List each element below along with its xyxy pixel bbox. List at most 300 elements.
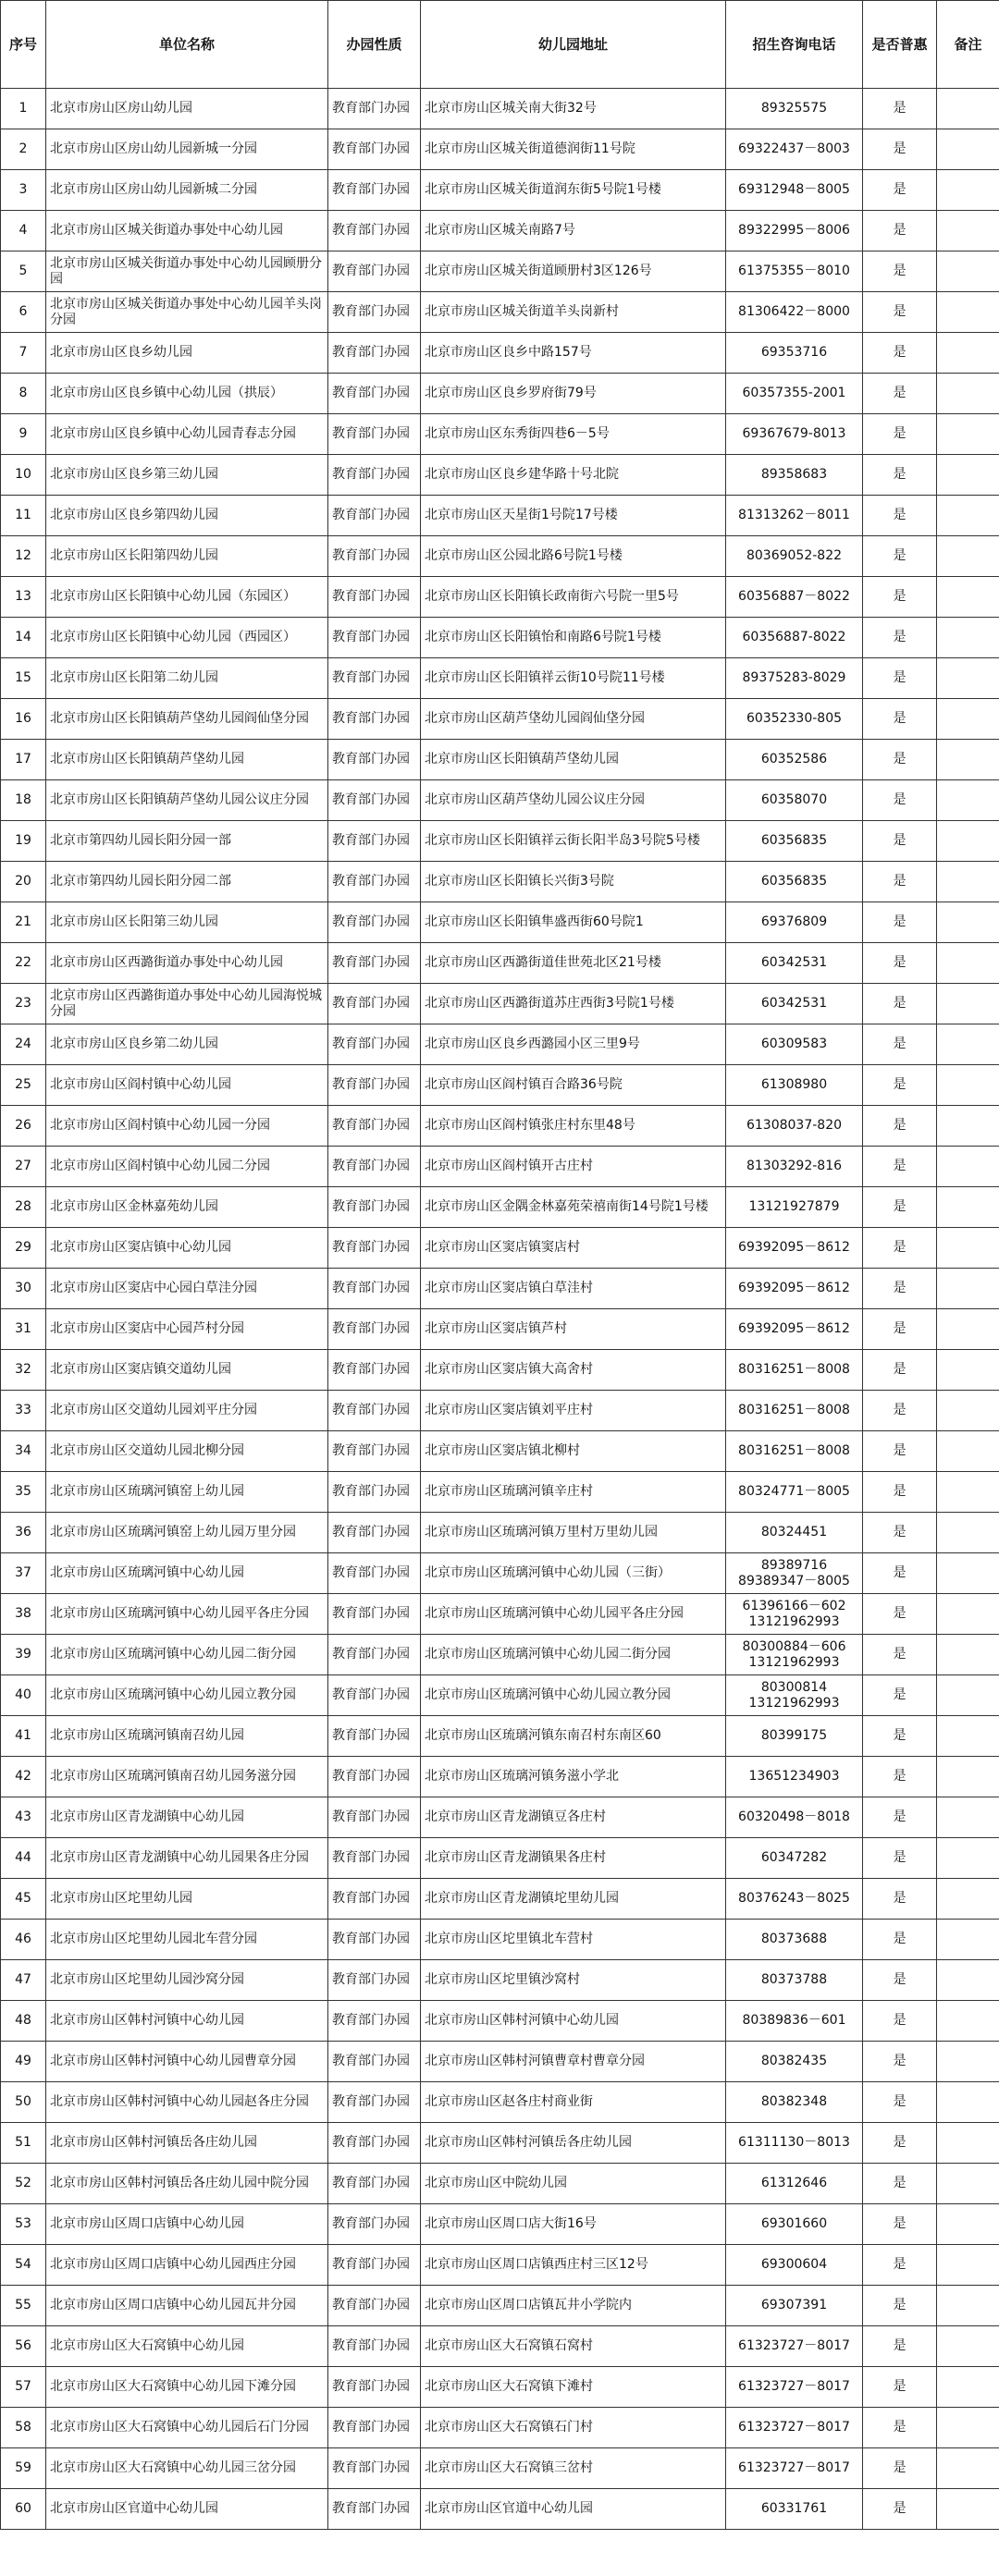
cell-address: 北京市房山区城关南大街32号	[421, 89, 726, 129]
cell-unit-name: 北京市房山区官道中心幼儿园	[46, 2489, 328, 2530]
cell-index: 46	[1, 1920, 46, 1960]
cell-remarks	[937, 658, 999, 699]
table-row	[1, 2042, 999, 2082]
cell-unit-name: 北京市房山区长阳第三幼儿园	[46, 902, 328, 943]
table-row	[1, 2326, 999, 2367]
cell-address: 北京市房山区官道中心幼儿园	[421, 2489, 726, 2530]
cell-unit-name: 北京市房山区琉璃河镇窑上幼儿园	[46, 1472, 328, 1513]
cell-inclusive: 是	[863, 2001, 937, 2042]
cell-remarks	[937, 211, 999, 251]
cell-address: 北京市房山区琉璃河镇东南召村东南区60	[421, 1716, 726, 1757]
cell-unit-name: 北京市房山区琉璃河镇南召幼儿园务滋分园	[46, 1757, 328, 1797]
cell-phone: 60320498－8018	[726, 1797, 863, 1838]
cell-index: 4	[1, 211, 46, 251]
cell-unit-name: 北京市房山区交道幼儿园北柳分园	[46, 1431, 328, 1472]
cell-address: 北京市房山区窦店镇大高舍村	[421, 1350, 726, 1391]
cell-address: 北京市房山区窦店镇窦店村	[421, 1228, 726, 1269]
cell-phone: 80369052-822	[726, 536, 863, 577]
header-nature: 办园性质	[328, 1, 421, 89]
table-row	[1, 2082, 999, 2123]
cell-address: 北京市房山区天星街1号院17号楼	[421, 496, 726, 536]
cell-phone: 61323727－8017	[726, 2367, 863, 2408]
table-row	[1, 658, 999, 699]
cell-index: 12	[1, 536, 46, 577]
table-row	[1, 1797, 999, 1838]
cell-inclusive: 是	[863, 333, 937, 374]
cell-inclusive: 是	[863, 1187, 937, 1228]
cell-remarks	[937, 1635, 999, 1675]
cell-phone: 69353716	[726, 333, 863, 374]
cell-address: 北京市房山区良乡中路157号	[421, 333, 726, 374]
cell-phone: 80382435	[726, 2042, 863, 2082]
cell-inclusive: 是	[863, 699, 937, 740]
cell-inclusive: 是	[863, 2245, 937, 2286]
cell-unit-name: 北京市房山区窦店中心园芦村分园	[46, 1309, 328, 1350]
cell-phone: 60356835	[726, 821, 863, 862]
cell-inclusive: 是	[863, 2286, 937, 2326]
cell-index: 59	[1, 2448, 46, 2489]
table-row	[1, 2204, 999, 2245]
cell-address: 北京市房山区琉璃河镇务滋小学北	[421, 1757, 726, 1797]
table-row	[1, 129, 999, 170]
cell-index: 35	[1, 1472, 46, 1513]
cell-inclusive: 是	[863, 211, 937, 251]
cell-index: 19	[1, 821, 46, 862]
table-row	[1, 984, 999, 1024]
table-row	[1, 374, 999, 414]
cell-address: 北京市房山区公园北路6号院1号楼	[421, 536, 726, 577]
cell-unit-name: 北京市房山区韩村河镇岳各庄幼儿园	[46, 2123, 328, 2164]
table-row	[1, 1553, 999, 1594]
cell-unit-name: 北京市房山区周口店镇中心幼儿园	[46, 2204, 328, 2245]
table-row	[1, 1309, 999, 1350]
table-row	[1, 1431, 999, 1472]
cell-phone: 81303292-816	[726, 1147, 863, 1187]
table-row	[1, 211, 999, 251]
cell-inclusive: 是	[863, 2204, 937, 2245]
cell-address: 北京市房山区韩村河镇曹章村曹章分园	[421, 2042, 726, 2082]
cell-index: 1	[1, 89, 46, 129]
cell-unit-name: 北京市房山区琉璃河镇窑上幼儿园万里分园	[46, 1513, 328, 1553]
cell-unit-name: 北京市房山区青龙湖镇中心幼儿园果各庄分园	[46, 1838, 328, 1879]
cell-address: 北京市房山区青龙湖镇豆各庄村	[421, 1797, 726, 1838]
cell-inclusive: 是	[863, 1513, 937, 1553]
cell-nature: 教育部门办园	[328, 1716, 421, 1757]
cell-address: 北京市房山区城关街道羊头岗新村	[421, 292, 726, 333]
cell-inclusive: 是	[863, 455, 937, 496]
cell-nature: 教育部门办园	[328, 2204, 421, 2245]
cell-remarks	[937, 902, 999, 943]
cell-unit-name: 北京市房山区西潞街道办事处中心幼儿园	[46, 943, 328, 984]
cell-remarks	[937, 2001, 999, 2042]
cell-index: 50	[1, 2082, 46, 2123]
cell-phone: 80316251－8008	[726, 1431, 863, 1472]
cell-index: 45	[1, 1879, 46, 1920]
cell-phone: 69392095－8612	[726, 1228, 863, 1269]
cell-address: 北京市房山区赵各庄村商业街	[421, 2082, 726, 2123]
cell-phone: 69392095－8612	[726, 1309, 863, 1350]
header-remarks: 备注	[937, 1, 999, 89]
cell-remarks	[937, 1797, 999, 1838]
cell-unit-name: 北京市房山区大石窝镇中心幼儿园下滩分园	[46, 2367, 328, 2408]
cell-address: 北京市房山区坨里镇沙窝村	[421, 1960, 726, 2001]
cell-unit-name: 北京市房山区城关街道办事处中心幼儿园羊头岗分园	[46, 292, 328, 333]
cell-remarks	[937, 1553, 999, 1594]
cell-address: 北京市房山区长阳镇怡和南路6号院1号楼	[421, 618, 726, 658]
cell-remarks	[937, 2204, 999, 2245]
cell-nature: 教育部门办园	[328, 1309, 421, 1350]
cell-address: 北京市房山区窦店镇芦村	[421, 1309, 726, 1350]
cell-unit-name: 北京市房山区长阳镇葫芦垡幼儿园	[46, 740, 328, 780]
cell-address: 北京市房山区大石窝镇三岔村	[421, 2448, 726, 2489]
cell-unit-name: 北京市房山区窦店镇中心幼儿园	[46, 1228, 328, 1269]
cell-phone: 80324451	[726, 1513, 863, 1553]
cell-remarks	[937, 780, 999, 821]
cell-index: 38	[1, 1594, 46, 1635]
cell-phone: 60342531	[726, 984, 863, 1024]
table-row	[1, 1187, 999, 1228]
cell-phone: 61308980	[726, 1065, 863, 1106]
cell-remarks	[937, 2245, 999, 2286]
cell-inclusive: 是	[863, 1269, 937, 1309]
table-row	[1, 1106, 999, 1147]
cell-nature: 教育部门办园	[328, 1635, 421, 1675]
table-body	[1, 89, 999, 2530]
cell-phone: 69300604	[726, 2245, 863, 2286]
cell-address: 北京市房山区长阳镇祥云街长阳半岛3号院5号楼	[421, 821, 726, 862]
cell-inclusive: 是	[863, 740, 937, 780]
table-row	[1, 2408, 999, 2448]
header-unit-name: 单位名称	[46, 1, 328, 89]
cell-phone: 89325575	[726, 89, 863, 129]
cell-unit-name: 北京市房山区韩村河镇岳各庄幼儿园中院分园	[46, 2164, 328, 2204]
cell-index: 48	[1, 2001, 46, 2042]
cell-inclusive: 是	[863, 2326, 937, 2367]
cell-phone: 81313262－8011	[726, 496, 863, 536]
cell-remarks	[937, 1024, 999, 1065]
cell-address: 北京市房山区韩村河镇中心幼儿园	[421, 2001, 726, 2042]
cell-nature: 教育部门办园	[328, 251, 421, 292]
cell-index: 21	[1, 902, 46, 943]
cell-unit-name: 北京市房山区西潞街道办事处中心幼儿园海悦城分园	[46, 984, 328, 1024]
cell-remarks	[937, 943, 999, 984]
cell-nature: 教育部门办园	[328, 2367, 421, 2408]
cell-unit-name: 北京市房山区大石窝镇中心幼儿园三岔分园	[46, 2448, 328, 2489]
cell-nature: 教育部门办园	[328, 1065, 421, 1106]
cell-nature: 教育部门办园	[328, 1594, 421, 1635]
cell-address: 北京市房山区葫芦垡幼儿园阎仙垡分园	[421, 699, 726, 740]
cell-address: 北京市房山区金隅金林嘉苑荣禧南街14号院1号楼	[421, 1187, 726, 1228]
cell-remarks	[937, 89, 999, 129]
cell-index: 27	[1, 1147, 46, 1187]
cell-nature: 教育部门办园	[328, 2326, 421, 2367]
cell-remarks	[937, 699, 999, 740]
cell-unit-name: 北京市房山区良乡第二幼儿园	[46, 1024, 328, 1065]
cell-remarks	[937, 1269, 999, 1309]
cell-remarks	[937, 414, 999, 455]
cell-phone: 61323727－8017	[726, 2326, 863, 2367]
cell-remarks	[937, 1838, 999, 1879]
cell-remarks	[937, 2408, 999, 2448]
cell-address: 北京市房山区坨里镇北车营村	[421, 1920, 726, 1960]
cell-index: 55	[1, 2286, 46, 2326]
cell-index: 39	[1, 1635, 46, 1675]
cell-nature: 教育部门办园	[328, 577, 421, 618]
cell-unit-name: 北京市房山区良乡第四幼儿园	[46, 496, 328, 536]
table-row	[1, 2245, 999, 2286]
cell-inclusive: 是	[863, 1879, 937, 1920]
cell-nature: 教育部门办园	[328, 89, 421, 129]
cell-phone: 60331761	[726, 2489, 863, 2530]
cell-nature: 教育部门办园	[328, 374, 421, 414]
cell-nature: 教育部门办园	[328, 2245, 421, 2286]
cell-index: 60	[1, 2489, 46, 2530]
cell-phone: 13121927879	[726, 1187, 863, 1228]
table-row	[1, 862, 999, 902]
cell-unit-name: 北京市房山区坨里幼儿园北车营分园	[46, 1920, 328, 1960]
cell-address: 北京市房山区东秀街四巷6－5号	[421, 414, 726, 455]
cell-unit-name: 北京市房山区长阳镇中心幼儿园（西园区）	[46, 618, 328, 658]
cell-index: 30	[1, 1269, 46, 1309]
cell-inclusive: 是	[863, 1797, 937, 1838]
cell-remarks	[937, 1431, 999, 1472]
cell-nature: 教育部门办园	[328, 699, 421, 740]
cell-address: 北京市房山区中院幼儿园	[421, 2164, 726, 2204]
cell-inclusive: 是	[863, 1024, 937, 1065]
cell-inclusive: 是	[863, 2489, 937, 2530]
cell-unit-name: 北京市房山区琉璃河镇中心幼儿园二街分园	[46, 1635, 328, 1675]
cell-address: 北京市房山区城关街道润东街5号院1号楼	[421, 170, 726, 211]
cell-index: 36	[1, 1513, 46, 1553]
cell-address: 北京市房山区阎村镇百合路36号院	[421, 1065, 726, 1106]
cell-remarks	[937, 1920, 999, 1960]
cell-nature: 教育部门办园	[328, 862, 421, 902]
cell-unit-name: 北京市第四幼儿园长阳分园二部	[46, 862, 328, 902]
cell-remarks	[937, 292, 999, 333]
cell-address: 北京市房山区琉璃河镇中心幼儿园（三街）	[421, 1553, 726, 1594]
cell-remarks	[937, 2448, 999, 2489]
cell-phone: 80300814 13121962993	[726, 1675, 863, 1716]
cell-index: 25	[1, 1065, 46, 1106]
cell-inclusive: 是	[863, 1757, 937, 1797]
table-row	[1, 1065, 999, 1106]
cell-address: 北京市房山区阎村镇张庄村东里48号	[421, 1106, 726, 1147]
cell-address: 北京市房山区阎村镇开古庄村	[421, 1147, 726, 1187]
cell-index: 20	[1, 862, 46, 902]
cell-remarks	[937, 2286, 999, 2326]
cell-inclusive: 是	[863, 1147, 937, 1187]
table-row	[1, 1147, 999, 1187]
cell-index: 56	[1, 2326, 46, 2367]
cell-index: 5	[1, 251, 46, 292]
cell-remarks	[937, 2123, 999, 2164]
cell-address: 北京市房山区西潞街道苏庄西街3号院1号楼	[421, 984, 726, 1024]
cell-inclusive: 是	[863, 2123, 937, 2164]
cell-index: 37	[1, 1553, 46, 1594]
cell-inclusive: 是	[863, 1838, 937, 1879]
cell-unit-name: 北京市房山区坨里幼儿园沙窝分园	[46, 1960, 328, 2001]
cell-remarks	[937, 821, 999, 862]
table-row	[1, 292, 999, 333]
cell-remarks	[937, 2042, 999, 2082]
cell-phone: 69376809	[726, 902, 863, 943]
cell-index: 49	[1, 2042, 46, 2082]
table-row	[1, 2123, 999, 2164]
cell-unit-name: 北京市房山区长阳镇中心幼儿园（东园区）	[46, 577, 328, 618]
cell-inclusive: 是	[863, 2082, 937, 2123]
cell-inclusive: 是	[863, 577, 937, 618]
cell-remarks	[937, 251, 999, 292]
cell-phone: 69301660	[726, 2204, 863, 2245]
cell-inclusive: 是	[863, 1391, 937, 1431]
cell-unit-name: 北京市房山区金林嘉苑幼儿园	[46, 1187, 328, 1228]
cell-index: 54	[1, 2245, 46, 2286]
cell-address: 北京市房山区琉璃河镇万里村万里幼儿园	[421, 1513, 726, 1553]
cell-phone: 80316251－8008	[726, 1391, 863, 1431]
table-row	[1, 455, 999, 496]
cell-address: 北京市房山区琉璃河镇中心幼儿园二街分园	[421, 1635, 726, 1675]
header-row	[1, 1, 999, 89]
cell-inclusive: 是	[863, 984, 937, 1024]
cell-address: 北京市房山区周口店镇西庄村三区12号	[421, 2245, 726, 2286]
cell-remarks	[937, 496, 999, 536]
table-row	[1, 1879, 999, 1920]
table-row	[1, 1228, 999, 1269]
cell-index: 2	[1, 129, 46, 170]
table-row	[1, 1472, 999, 1513]
cell-nature: 教育部门办园	[328, 780, 421, 821]
cell-phone: 60352586	[726, 740, 863, 780]
cell-remarks	[937, 1228, 999, 1269]
cell-unit-name: 北京市房山区韩村河镇中心幼儿园赵各庄分园	[46, 2082, 328, 2123]
header-index: 序号	[1, 1, 46, 89]
cell-unit-name: 北京市房山区长阳第二幼儿园	[46, 658, 328, 699]
cell-remarks	[937, 2082, 999, 2123]
cell-nature: 教育部门办园	[328, 2164, 421, 2204]
table-row	[1, 251, 999, 292]
cell-phone: 60352330-805	[726, 699, 863, 740]
cell-unit-name: 北京市房山区阎村镇中心幼儿园二分园	[46, 1147, 328, 1187]
cell-nature: 教育部门办园	[328, 292, 421, 333]
table-row	[1, 2448, 999, 2489]
cell-inclusive: 是	[863, 1106, 937, 1147]
cell-index: 58	[1, 2408, 46, 2448]
cell-remarks	[937, 1675, 999, 1716]
header-phone: 招生咨询电话	[726, 1, 863, 89]
cell-address: 北京市房山区韩村河镇岳各庄幼儿园	[421, 2123, 726, 2164]
cell-index: 7	[1, 333, 46, 374]
cell-unit-name: 北京市房山区良乡镇中心幼儿园青春志分园	[46, 414, 328, 455]
cell-address: 北京市房山区青龙湖镇坨里幼儿园	[421, 1879, 726, 1920]
cell-remarks	[937, 1960, 999, 2001]
cell-address: 北京市房山区青龙湖镇果各庄村	[421, 1838, 726, 1879]
cell-inclusive: 是	[863, 374, 937, 414]
table-row	[1, 1594, 999, 1635]
cell-nature: 教育部门办园	[328, 740, 421, 780]
cell-phone: 89375283-8029	[726, 658, 863, 699]
cell-nature: 教育部门办园	[328, 414, 421, 455]
cell-unit-name: 北京市房山区青龙湖镇中心幼儿园	[46, 1797, 328, 1838]
table-row	[1, 2286, 999, 2326]
cell-nature: 教育部门办园	[328, 1187, 421, 1228]
cell-index: 15	[1, 658, 46, 699]
cell-nature: 教育部门办园	[328, 2001, 421, 2042]
cell-remarks	[937, 170, 999, 211]
cell-remarks	[937, 536, 999, 577]
header-inclusive: 是否普惠	[863, 1, 937, 89]
cell-address: 北京市房山区大石窝镇石门村	[421, 2408, 726, 2448]
cell-phone: 80389836－601	[726, 2001, 863, 2042]
cell-nature: 教育部门办园	[328, 1513, 421, 1553]
cell-phone: 69392095－8612	[726, 1269, 863, 1309]
table-row	[1, 496, 999, 536]
cell-phone: 60356835	[726, 862, 863, 902]
cell-unit-name: 北京市房山区良乡镇中心幼儿园（拱辰）	[46, 374, 328, 414]
cell-nature: 教育部门办园	[328, 2042, 421, 2082]
cell-index: 33	[1, 1391, 46, 1431]
cell-phone: 61311130－8013	[726, 2123, 863, 2164]
cell-address: 北京市房山区窦店镇白草洼村	[421, 1269, 726, 1309]
table-row	[1, 2367, 999, 2408]
cell-inclusive: 是	[863, 862, 937, 902]
cell-inclusive: 是	[863, 1228, 937, 1269]
cell-inclusive: 是	[863, 1350, 937, 1391]
cell-index: 26	[1, 1106, 46, 1147]
cell-nature: 教育部门办园	[328, 1553, 421, 1594]
cell-address: 北京市房山区良乡建华路十号北院	[421, 455, 726, 496]
table-row	[1, 1391, 999, 1431]
cell-address: 北京市房山区大石窝镇下滩村	[421, 2367, 726, 2408]
cell-unit-name: 北京市房山区韩村河镇中心幼儿园	[46, 2001, 328, 2042]
cell-index: 11	[1, 496, 46, 536]
cell-remarks	[937, 1757, 999, 1797]
cell-phone: 61323727－8017	[726, 2448, 863, 2489]
cell-inclusive: 是	[863, 1635, 937, 1675]
cell-inclusive: 是	[863, 170, 937, 211]
cell-inclusive: 是	[863, 536, 937, 577]
cell-remarks	[937, 1187, 999, 1228]
cell-phone: 80373688	[726, 1920, 863, 1960]
cell-inclusive: 是	[863, 902, 937, 943]
table-row	[1, 1024, 999, 1065]
table-row	[1, 618, 999, 658]
cell-phone: 13651234903	[726, 1757, 863, 1797]
cell-unit-name: 北京市房山区长阳镇葫芦垡幼儿园阎仙垡分园	[46, 699, 328, 740]
table-row	[1, 1757, 999, 1797]
table-row	[1, 699, 999, 740]
cell-address: 北京市房山区周口店大街16号	[421, 2204, 726, 2245]
cell-unit-name: 北京市房山区大石窝镇中心幼儿园	[46, 2326, 328, 2367]
cell-nature: 教育部门办园	[328, 2489, 421, 2530]
table-row	[1, 577, 999, 618]
cell-inclusive: 是	[863, 292, 937, 333]
cell-phone: 80373788	[726, 1960, 863, 2001]
cell-unit-name: 北京市房山区坨里幼儿园	[46, 1879, 328, 1920]
cell-unit-name: 北京市房山区大石窝镇中心幼儿园后石门分园	[46, 2408, 328, 2448]
cell-inclusive: 是	[863, 89, 937, 129]
cell-unit-name: 北京市房山区房山幼儿园	[46, 89, 328, 129]
cell-remarks	[937, 1594, 999, 1635]
cell-address: 北京市房山区窦店镇北柳村	[421, 1431, 726, 1472]
cell-address: 北京市房山区大石窝镇石窝村	[421, 2326, 726, 2367]
cell-index: 3	[1, 170, 46, 211]
cell-inclusive: 是	[863, 2408, 937, 2448]
cell-nature: 教育部门办园	[328, 2286, 421, 2326]
cell-unit-name: 北京市房山区琉璃河镇南召幼儿园	[46, 1716, 328, 1757]
cell-index: 40	[1, 1675, 46, 1716]
cell-inclusive: 是	[863, 2367, 937, 2408]
cell-nature: 教育部门办园	[328, 455, 421, 496]
